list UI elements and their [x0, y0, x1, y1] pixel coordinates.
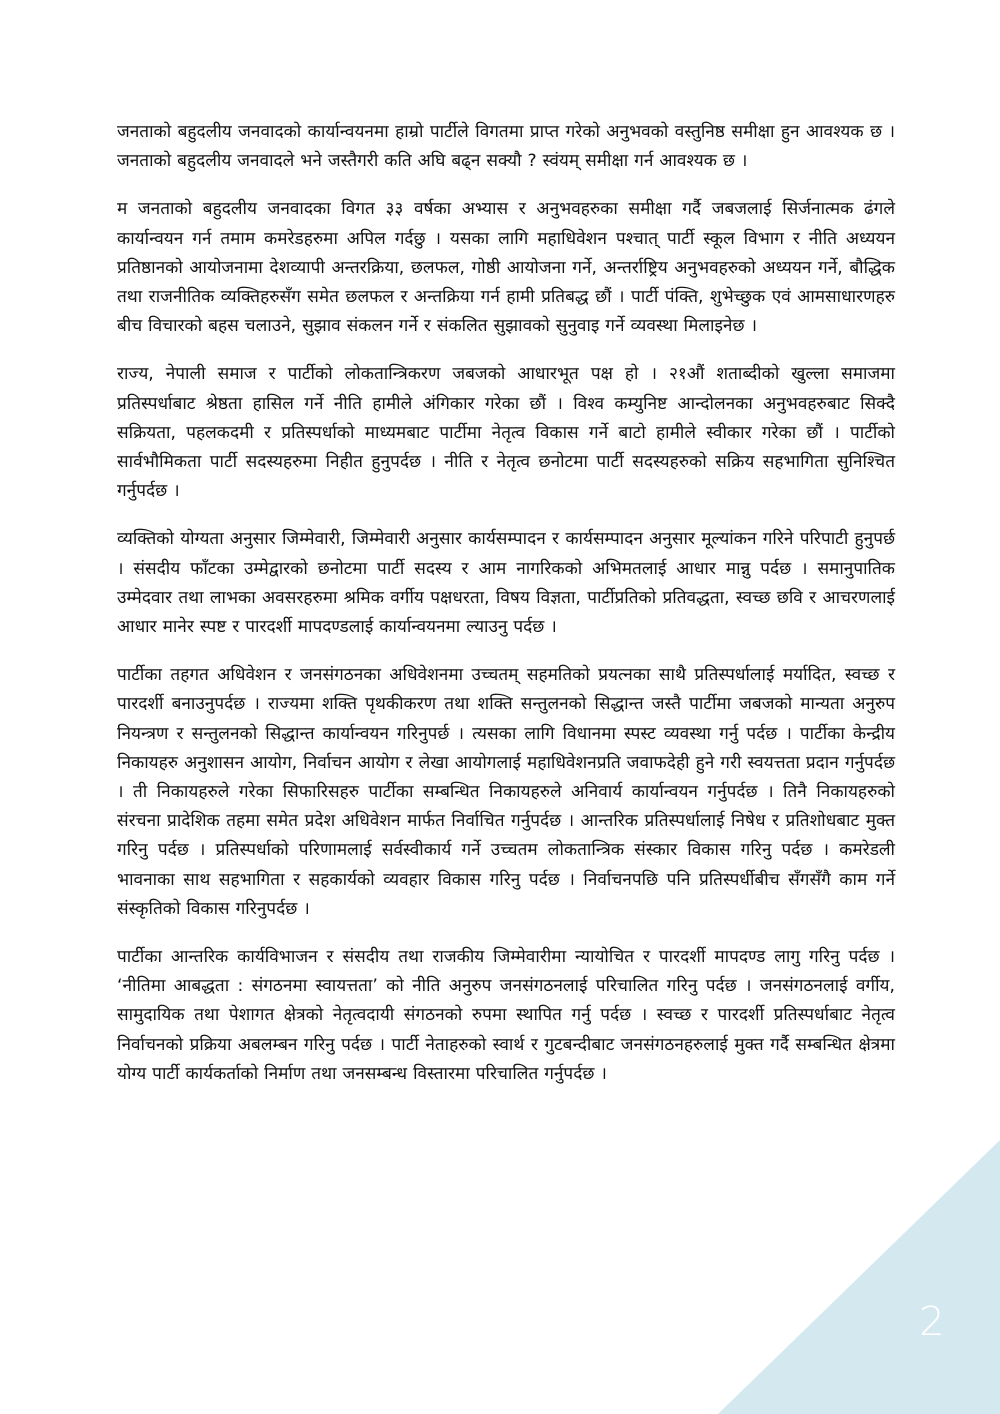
paragraph-democratization: राज्य, नेपाली समाज र पार्टीको लोकतान्त्रिकरण जबजको आधारभूत पक्ष हो । २१औं शताब्दीको खुल्ला समाजमा प्रतिस्पर्धाबाट श्रेष्ठता हासिल गर्ने नीति हामीले अंगिकार गरेका छौं । विश्व कम्युनिष्ट आन्दोलनका अनुभवहरुबाट सिक्दै सक्रियता, पहलकदमी र प्रतिस्पर्धाको माध्यमबाट पार्टीमा नेतृत्व विकास गर्ने बाटो हामीले स्वीकार गरेका छौं । पार्टीको सार्वभौमिकता पार्टी सदस्यहरुमा निहीत हुनुपर्दछ । नीति र नेतृत्व छनोटमा पार्टी सदस्यहरुको सक्रिय सहभागिता सुनिश्चित गर्नुपर्दछ । [117, 364, 895, 502]
page-number: 2 [919, 1299, 945, 1345]
paragraph-mass-organizations: पार्टीका आन्तरिक कार्यविभाजन र संसदीय तथा राजकीय जिम्मेवारीमा न्यायोचित र पारदर्शी मापदण्ड लागु गरिनु पर्दछ । ‘नीतिमा आबद्धता : संगठनमा स्वायत्तता’ को नीति अनुरुप जनसंगठनलाई परिचालित गरिनु पर्दछ । जनसंगठनलाई वर्गीय, सामुदायिक तथा पेशागत क्षेत्रको नेतृत्वदायी संगठनको रुपमा स्थापित गर्नु पर्दछ । स्वच्छ र पारदर्शी प्रतिस्पर्धाबाट नेतृत्व निर्वाचनको प्रक्रिया अबलम्बन गरिनु पर्दछ । पार्टी नेताहरुको स्वार्थ र गुटबन्दीबाट जनसंगठनहरुलाई मुक्त गर्दै सम्बन्धित क्षेत्रमा योग्य पार्टी कार्यकर्ताको निर्माण तथा जनसम्बन्ध विस्तारमा परिचालित गर्नुपर्दछ । [117, 947, 895, 1084]
corner-triangle-fill [718, 1140, 1000, 1414]
paragraph-appeal-to-comrades: म जनताको बहुदलीय जनवादका विगत ३३ वर्षका अभ्यास र अनुभवहरुका समीक्षा गर्दै जबजलाई सिर्जनात्मक ढंगले कार्यान्वयन गर्न तमाम कमरेडहरुमा अपिल गर्दछु । यसका लागि महाधिवेशन पश्चात् पार्टी स्कूल विभाग र नीति अध्ययन प्रतिष्ठानको आयोजनामा देशव्यापी अन्तरक्रिया, छलफल, गोष्ठी आयोजना गर्ने, अन्तर्राष्ट्रिय अनुभवहरुको अध्ययन गर्ने, बौद्धिक तथा राजनीतिक व्यक्तिहरुसँग समेत छलफल र अन्तक्रिया गर्न हामी प्रतिबद्ध छौं । पार्टी पंक्ति, शुभेच्छुक एवं आमसाधारणहरु बीच विचारको बहस चलाउने, सुझाव संकलन गर्ने र संकलित सुझावको सुनुवाइ गर्ने व्यवस्था मिलाइनेछ । [117, 199, 895, 337]
corner-triangle-shape [718, 1140, 1000, 1414]
document-body [117, 118, 895, 1108]
paragraph-internal-competition: पार्टीका तहगत अधिवेशन र जनसंगठनका अधिवेशनमा उच्चतम् सहमतिको प्रयत्नका साथै प्रतिस्पर्धालाई मर्यादित, स्वच्छ र पारदर्शी बनाउनुपर्दछ । राज्यमा शक्ति पृथकीकरण तथा शक्ति सन्तुलनको सिद्धान्त जस्तै पार्टीमा जबजको मान्यता अनुरुप नियन्त्रण र सन्तुलनको सिद्धान्त कार्यान्वयन गरिनुपर्छ । त्यसका लागि विधानमा स्पस्ट व्यवस्था गर्नु पर्दछ । पार्टीका केन्द्रीय निकायहरु अनुशासन आयोग, निर्वाचन आयोग र लेखा आयोगलाई महाधिवेशनप्रति जवाफदेही हुने गरी स्वयत्तता प्रदान गर्नुपर्दछ । ती निकायहरुले गरेका सिफारिसहरु पार्टीका सम्बन्धित निकायहरुले अनिवार्य कार्यान्वयन गर्नुपर्दछ । तिनै निकायहरुको संरचना प्रादेशिक तहमा समेत प्रदेश अधिवेशन मार्फत निर्वाचित गर्नुपर्दछ । आन्तरिक प्रतिस्पर्धालाई निषेध र प्रतिशोधबाट मुक्त गरिनु पर्दछ । प्रतिस्पर्धाको परिणामलाई सर्वस्वीकार्य गर्ने उच्चतम लोकतान्त्रिक संस्कार विकास गरिनु पर्दछ । कमरेडली भावनाका साथ सहभागिता र सहकार्यको व्यवहार विकास गरिनु पर्दछ । निर्वाचनपछि पनि प्रतिस्पर्धीबीच सँगसँगै काम गर्ने संस्कृतिको विकास गरिनुपर्दछ । [117, 665, 895, 919]
corner-triangle-decoration [718, 1140, 1000, 1414]
paragraph-self-review: जनताको बहुदलीय जनवादको कार्यान्वयनमा हाम्रो पार्टीले विगतमा प्राप्त गरेको अनुभवको वस्तुनिष्ठ समीक्षा हुन आवश्यक छ । जनताको बहुदलीय जनवादले भने जस्तैगरी कति अघि बढ्न सक्यौ ? स्वंयम् समीक्षा गर्न आवश्यक छ । [117, 122, 895, 172]
paragraph-merit-evaluation: व्यक्तिको योग्यता अनुसार जिम्मेवारी, जिम्मेवारी अनुसार कार्यसम्पादन र कार्यसम्पादन अनुसार मूल्यांकन गरिने परिपाटी हुनुपर्छ । संसदीय फाँटका उम्मेद्वारको छनोटमा पार्टी सदस्य र आम नागरिकको अभिमतलाई आधार मान्नु पर्दछ । समानुपातिक उम्मेदवार तथा लाभका अवसरहरुमा श्रमिक वर्गीय पक्षधरता, विषय विज्ञता, पार्टीप्रतिको प्रतिवद्धता, स्वच्छ छवि र आचरणलाई आधार मानेर स्पष्ट र पारदर्शी मापदण्डलाई कार्यान्वयनमा ल्याउनु पर्दछ । [117, 529, 895, 638]
